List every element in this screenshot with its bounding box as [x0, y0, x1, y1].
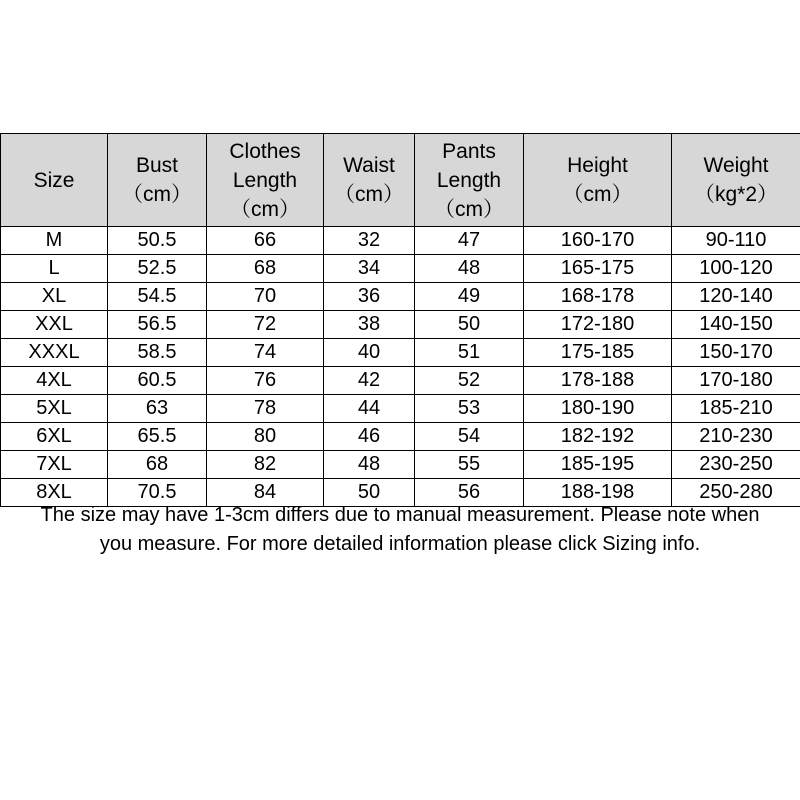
table-row — [1, 283, 800, 311]
table-row — [1, 367, 800, 395]
size-table — [0, 133, 800, 507]
column-header-bust-line: Bust — [135, 154, 179, 177]
column-header-weight-line: （kg*2） — [693, 183, 779, 206]
cell-bust: 56.5 — [108, 311, 207, 339]
cell-bust: 50.5 — [108, 227, 207, 255]
cell-pants-length: 51 — [415, 339, 524, 367]
cell-height: 180-190 — [524, 395, 672, 423]
cell-bust: 60.5 — [108, 367, 207, 395]
cell-height: 175-185 — [524, 339, 672, 367]
cell-pants-length: 48 — [415, 255, 524, 283]
cell-pants-length: 52 — [415, 367, 524, 395]
measurement-note — [0, 501, 800, 559]
cell-weight: 140-150 — [672, 311, 800, 339]
cell-size: 7XL — [1, 451, 108, 479]
cell-waist: 32 — [324, 227, 415, 255]
cell-pants-length: 53 — [415, 395, 524, 423]
column-header-size — [1, 134, 108, 227]
cell-height: 185-195 — [524, 451, 672, 479]
cell-pants-length: 50 — [415, 311, 524, 339]
column-header-waist-line: （cm） — [334, 183, 404, 206]
cell-weight: 120-140 — [672, 283, 800, 311]
cell-clothes-length: 84 — [207, 479, 324, 507]
cell-waist: 34 — [324, 255, 415, 283]
cell-clothes-length: 66 — [207, 227, 324, 255]
measurement-note-line-2: you measure. For more detailed information please click Sizing info. — [99, 533, 701, 555]
column-header-clothes-length-line: （cm） — [230, 197, 300, 221]
cell-waist: 36 — [324, 283, 415, 311]
column-header-waist — [324, 134, 415, 227]
column-header-clothes-length — [207, 134, 324, 227]
cell-waist: 50 — [324, 479, 415, 507]
cell-weight: 230-250 — [672, 451, 800, 479]
cell-pants-length: 49 — [415, 283, 524, 311]
measurement-note-line-1: The size may have 1-3cm differs due to manual measurement. Please note when — [40, 504, 760, 526]
cell-height: 160-170 — [524, 227, 672, 255]
table-row — [1, 311, 800, 339]
column-header-pants-length — [415, 134, 524, 227]
column-header-clothes-length-line: Length — [232, 168, 298, 192]
column-header-height-line: （cm） — [562, 183, 633, 206]
table-body — [1, 227, 800, 507]
cell-bust: 65.5 — [108, 423, 207, 451]
cell-bust: 52.5 — [108, 255, 207, 283]
column-header-height — [524, 134, 672, 227]
cell-pants-length: 47 — [415, 227, 524, 255]
cell-size: 5XL — [1, 395, 108, 423]
column-header-pants-length-line: Length — [436, 168, 502, 192]
cell-clothes-length: 74 — [207, 339, 324, 367]
cell-height: 168-178 — [524, 283, 672, 311]
cell-height: 165-175 — [524, 255, 672, 283]
cell-waist: 40 — [324, 339, 415, 367]
table-header-row — [1, 134, 800, 227]
column-header-weight-line: Weight — [703, 154, 769, 177]
cell-bust: 63 — [108, 395, 207, 423]
cell-clothes-length: 82 — [207, 451, 324, 479]
cell-height: 182-192 — [524, 423, 672, 451]
cell-size: XXXL — [1, 339, 108, 367]
column-header-bust-line: （cm） — [122, 183, 192, 206]
cell-height: 178-188 — [524, 367, 672, 395]
cell-clothes-length: 68 — [207, 255, 324, 283]
cell-weight: 90-110 — [672, 227, 800, 255]
cell-size: 4XL — [1, 367, 108, 395]
table-row — [1, 255, 800, 283]
cell-clothes-length: 72 — [207, 311, 324, 339]
cell-weight: 185-210 — [672, 395, 800, 423]
cell-waist: 42 — [324, 367, 415, 395]
table-row — [1, 339, 800, 367]
cell-waist: 38 — [324, 311, 415, 339]
cell-weight: 250-280 — [672, 479, 800, 507]
size-chart — [0, 133, 800, 507]
cell-size: L — [1, 255, 108, 283]
cell-weight: 100-120 — [672, 255, 800, 283]
cell-weight: 210-230 — [672, 423, 800, 451]
cell-clothes-length: 80 — [207, 423, 324, 451]
column-header-size-line: Size — [33, 168, 75, 192]
cell-bust: 68 — [108, 451, 207, 479]
cell-height: 172-180 — [524, 311, 672, 339]
table-row — [1, 395, 800, 423]
cell-weight: 170-180 — [672, 367, 800, 395]
column-header-pants-length-line: （cm） — [434, 197, 504, 221]
column-header-bust — [108, 134, 207, 227]
cell-bust: 54.5 — [108, 283, 207, 311]
cell-pants-length: 55 — [415, 451, 524, 479]
cell-size: 6XL — [1, 423, 108, 451]
cell-clothes-length: 70 — [207, 283, 324, 311]
cell-height: 188-198 — [524, 479, 672, 507]
cell-clothes-length: 76 — [207, 367, 324, 395]
table-row — [1, 451, 800, 479]
table-row — [1, 423, 800, 451]
cell-weight: 150-170 — [672, 339, 800, 367]
cell-pants-length: 56 — [415, 479, 524, 507]
column-header-clothes-length-line: Clothes — [229, 139, 301, 163]
table-row — [1, 227, 800, 255]
cell-waist: 46 — [324, 423, 415, 451]
cell-size: 8XL — [1, 479, 108, 507]
column-header-weight — [672, 134, 800, 227]
column-header-height-line: Height — [567, 154, 628, 177]
column-header-pants-length-line: Pants — [442, 139, 496, 163]
cell-size: XL — [1, 283, 108, 311]
cell-size: XXL — [1, 311, 108, 339]
cell-waist: 48 — [324, 451, 415, 479]
cell-bust: 58.5 — [108, 339, 207, 367]
cell-clothes-length: 78 — [207, 395, 324, 423]
cell-bust: 70.5 — [108, 479, 207, 507]
cell-pants-length: 54 — [415, 423, 524, 451]
cell-size: M — [1, 227, 108, 255]
cell-waist: 44 — [324, 395, 415, 423]
column-header-waist-line: Waist — [343, 154, 395, 177]
